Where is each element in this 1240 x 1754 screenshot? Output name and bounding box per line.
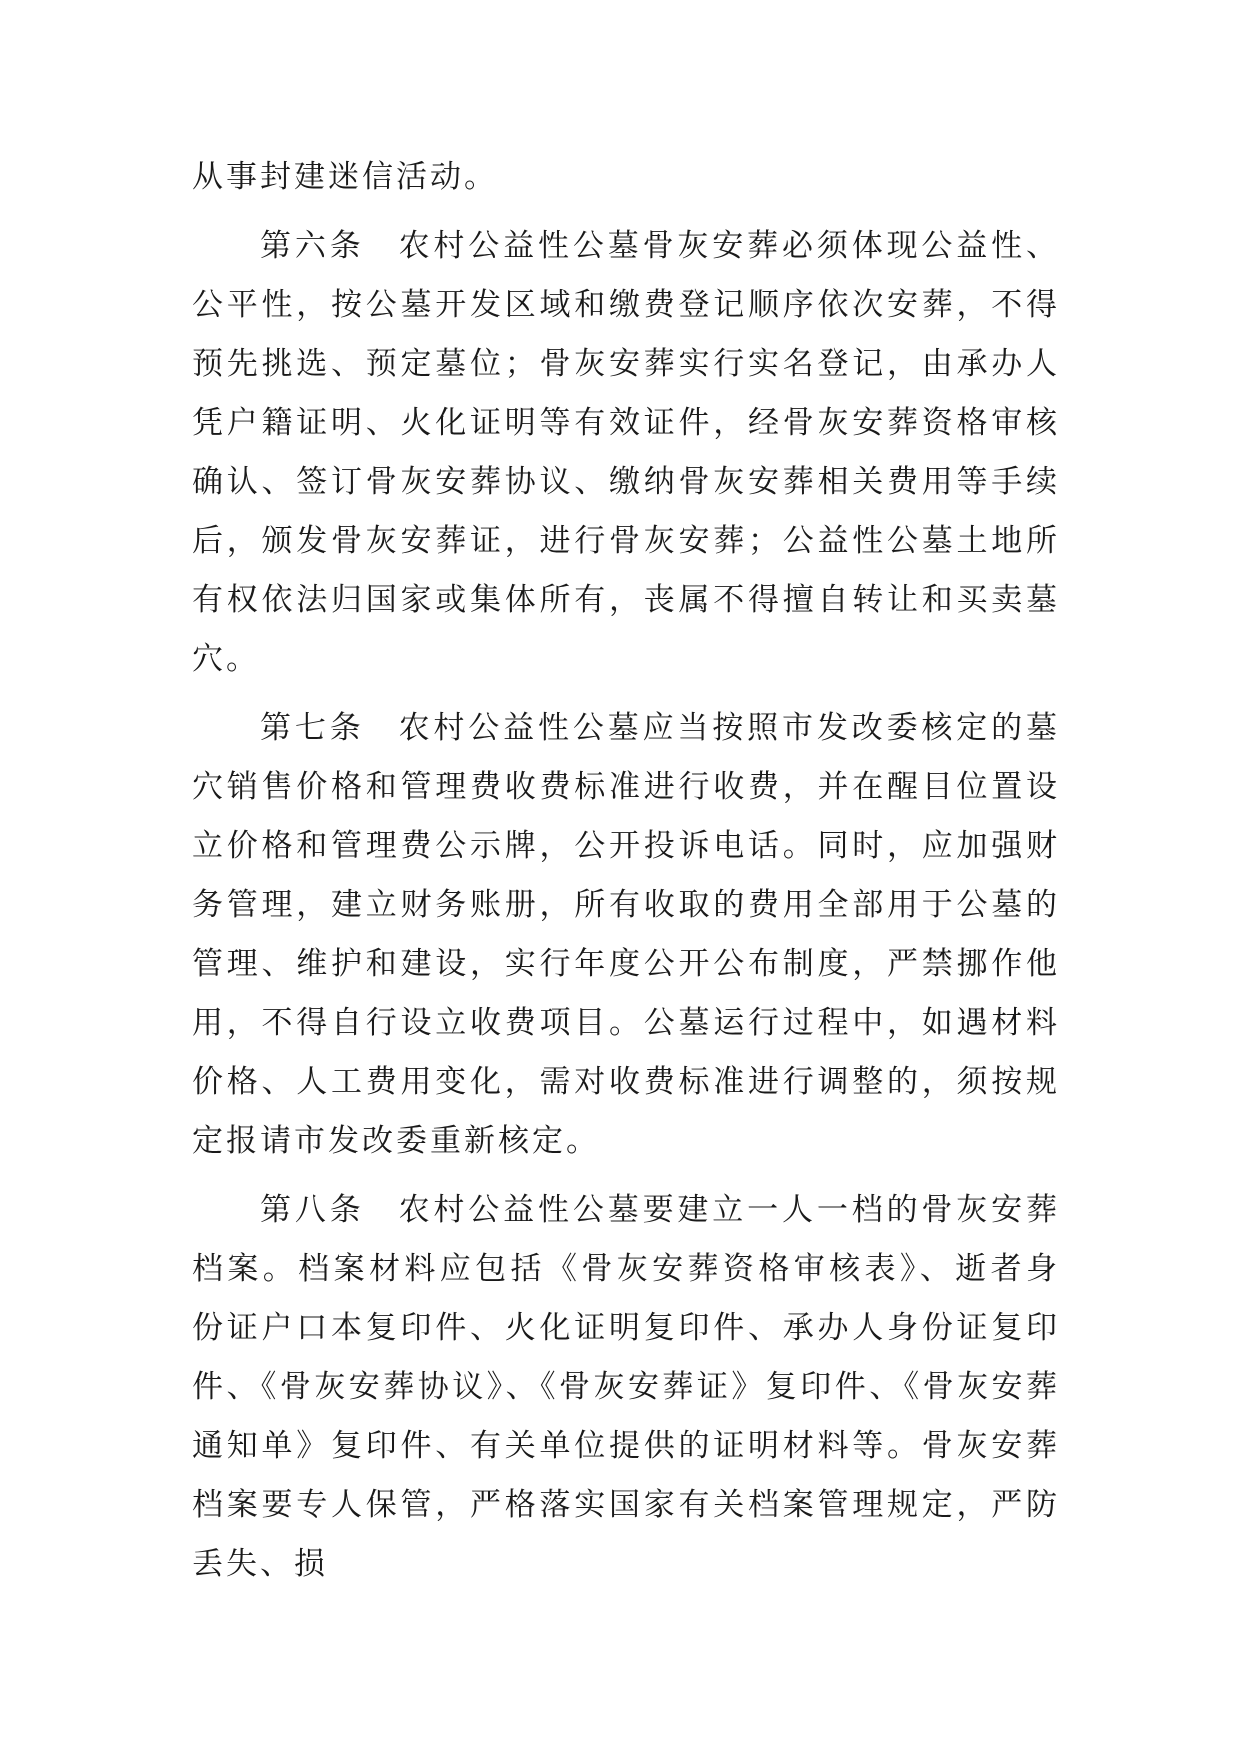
paragraph-text: 农村公益性公墓要建立一人一档的骨灰安葬档案。档案材料应包括《骨灰安葬资格审核表》、逝者身份证户口本复印件、火化证明复印件、承办人身份证复印件、《骨灰安葬协议》、《骨灰安葬证》复印件、《骨灰安葬通知单》复印件、有关单位提供的证明材料等。骨灰安葬档案要专人保管，严格落实国家有关档案管理规定，严防丢失、损 [192, 1192, 1061, 1582]
article-7-paragraph [192, 699, 1060, 1171]
paragraph-text: 从事封建迷信活动。 [192, 159, 498, 195]
article-8-paragraph [192, 1181, 1060, 1594]
article-number: 第七条 [260, 710, 365, 746]
article-number: 第八条 [260, 1192, 365, 1228]
document-body [192, 148, 1060, 1594]
paragraph-text: 农村公益性公墓应当按照市发改委核定的墓穴销售价格和管理费收费标准进行收费，并在醒目位置设立价格和管理费公示牌，公开投诉电话。同时，应加强财务管理，建立财务账册，所有收取的费用全部用于公墓的管理、维护和建设，实行年度公开公布制度，严禁挪作他用，不得自行设立收费项目。公墓运行过程中，如遇材料价格、人工费用变化，需对收费标准进行调整的，须按规定报请市发改委重新核定。 [192, 710, 1061, 1159]
article-number: 第六条 [260, 228, 365, 264]
paragraph-continuation [192, 148, 1060, 207]
paragraph-text: 农村公益性公墓骨灰安葬必须体现公益性、公平性，按公墓开发区域和缴费登记顺序依次安葬，不得预先挑选、预定墓位；骨灰安葬实行实名登记，由承办人凭户籍证明、火化证明等有效证件，经骨灰安葬资格审核确认、签订骨灰安葬协议、缴纳骨灰安葬相关费用等手续后，颁发骨灰安葬证，进行骨灰安葬；公益性公墓土地所有权依法归国家或集体所有，丧属不得擅自转让和买卖墓穴。 [192, 228, 1061, 677]
article-6-paragraph [192, 217, 1060, 689]
